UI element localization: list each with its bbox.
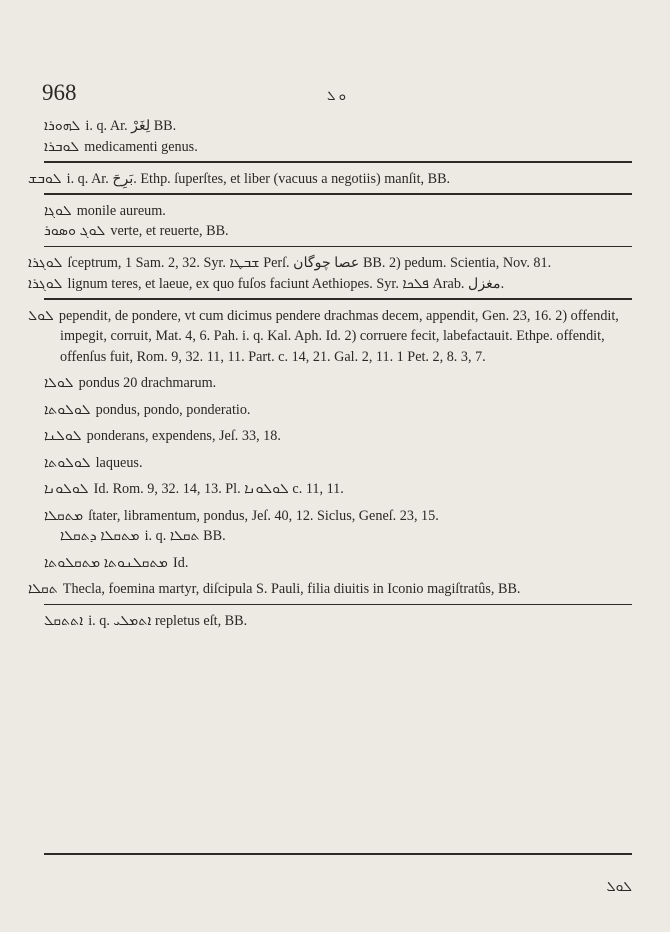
- entry: [44, 506, 632, 527]
- definition: pondus 20 drachmarum.: [78, 375, 217, 392]
- entry: [44, 526, 632, 547]
- headword: ܠܘܠܢܐ: [44, 428, 82, 445]
- definition: verte, et reuerte, BB.: [110, 223, 229, 240]
- section-rule: [44, 298, 632, 300]
- entry: [44, 137, 632, 158]
- headword: ܠܗܘܪܐ: [44, 118, 81, 134]
- headword: ܠܘܠܘܬܐ: [44, 401, 91, 418]
- entry: [28, 253, 632, 274]
- headword: ܠܘܠ: [28, 307, 54, 324]
- section-rule: [44, 193, 632, 195]
- definition: medicamenti genus.: [84, 138, 198, 155]
- definition: Thecla, foemina martyr, diſcipula S. Pauli, filia diuitis in Iconio magiſtratûs, BB.: [62, 581, 521, 598]
- section-rule: [44, 161, 632, 163]
- headword: ܠܘܠܘܢܐ: [44, 481, 89, 498]
- bottom-rule: [44, 853, 632, 855]
- headword: ܬܩܠܐ: [28, 581, 58, 598]
- entry: [44, 221, 632, 242]
- entry: [28, 169, 632, 190]
- headword: ܠܘܠܐ: [44, 375, 74, 392]
- definition: i. q. ܐܬܡܠܝ repletus eſt, BB.: [88, 613, 248, 630]
- headword: ܠܘܒܪܐ: [44, 138, 80, 155]
- definition: i. q. Ar. لِغَرْ BB.: [85, 118, 177, 134]
- entry: [28, 306, 632, 368]
- definition: laqueus.: [95, 454, 143, 471]
- headword: ܠܘܓܪܐ: [28, 255, 63, 272]
- headword: ܠܘܓ ܘܣܘܪ: [44, 223, 106, 240]
- catchword: ܠܘܠ: [606, 880, 632, 895]
- entry: [44, 453, 632, 474]
- headword: ܠܘܠܘܬܐ: [44, 454, 91, 471]
- section-rule: [44, 246, 632, 248]
- dictionary-entries: [28, 116, 632, 632]
- entry: [44, 426, 632, 447]
- definition: i. q. ܬܩܠܐ BB.: [144, 528, 226, 545]
- entry: [44, 400, 632, 421]
- headword: ܡܬܩܠܐ: [44, 507, 84, 524]
- entry: [28, 579, 632, 600]
- entry: [44, 553, 632, 574]
- running-head: ܘ ܠ: [327, 88, 346, 103]
- entry: [44, 479, 632, 500]
- entry: [44, 116, 632, 137]
- headword: ܠܘܓܪܐ: [28, 275, 63, 292]
- headword: ܠܘܒܫ: [28, 170, 62, 187]
- definition: lignum teres, et laeue, ex quo fuſos faciunt Aethiopes. Syr. ܦܠܟܐ Arab. مغزل.: [67, 275, 505, 292]
- entry: [44, 201, 632, 222]
- section-rule: [44, 604, 632, 606]
- page-number: 968: [42, 80, 77, 105]
- entry: [44, 611, 632, 632]
- headword: ܡܬܩܠܢܘܬܐ ܡܬܩܠܘܬܐ: [44, 554, 169, 571]
- headword: ܡܬܩܠܐ ܕܬܩܠܐ: [60, 528, 140, 545]
- definition: Id. Rom. 9, 32. 14, 13. Pl. ܠܘܠܘܢܐ c. 11, 11.: [93, 481, 344, 498]
- definition: Id.: [173, 554, 189, 571]
- page-header: [42, 80, 630, 110]
- definition: monile aureum.: [76, 202, 166, 219]
- definition: pependit, de pondere, vt cum dicimus pendere drachmas decem, appendit, Gen. 23, 16. 2) offendit, impegit, corruit, Mat. 4, 6. Pah. i. q. Kal. Aph. Id. 2) corruere fecit, labefactauit. Ethpe. offendit, offenſus fuit, Rom. 9, 32. 11, 11. Part. c. 14, 21. Gal. 2, 11. 1 Pet. 2, 8. 3, 7.: [58, 307, 619, 365]
- definition: ſtater, libramentum, pondus, Jeſ. 40, 12. Siclus, Geneſ. 23, 15.: [88, 507, 439, 524]
- entry: [44, 373, 632, 394]
- headword: ܠܘܓܐ: [44, 202, 72, 219]
- definition: pondus, pondo, ponderatio.: [95, 401, 251, 418]
- definition: i. q. Ar. بَرِحَ. Ethp. ſuperſtes, et liber (vacuus a negotiis) manſit, BB.: [66, 170, 451, 187]
- definition: ſceptrum, 1 Sam. 2, 32. Syr. ܫܒܛܐ Perſ. عصا چوگان BB. 2) pedum. Scientia, Nov. 81.: [67, 255, 552, 272]
- entry: [28, 274, 632, 295]
- headword: ܐܬܬܩܠ: [44, 613, 84, 630]
- definition: ponderans, expendens, Jeſ. 33, 18.: [86, 428, 281, 445]
